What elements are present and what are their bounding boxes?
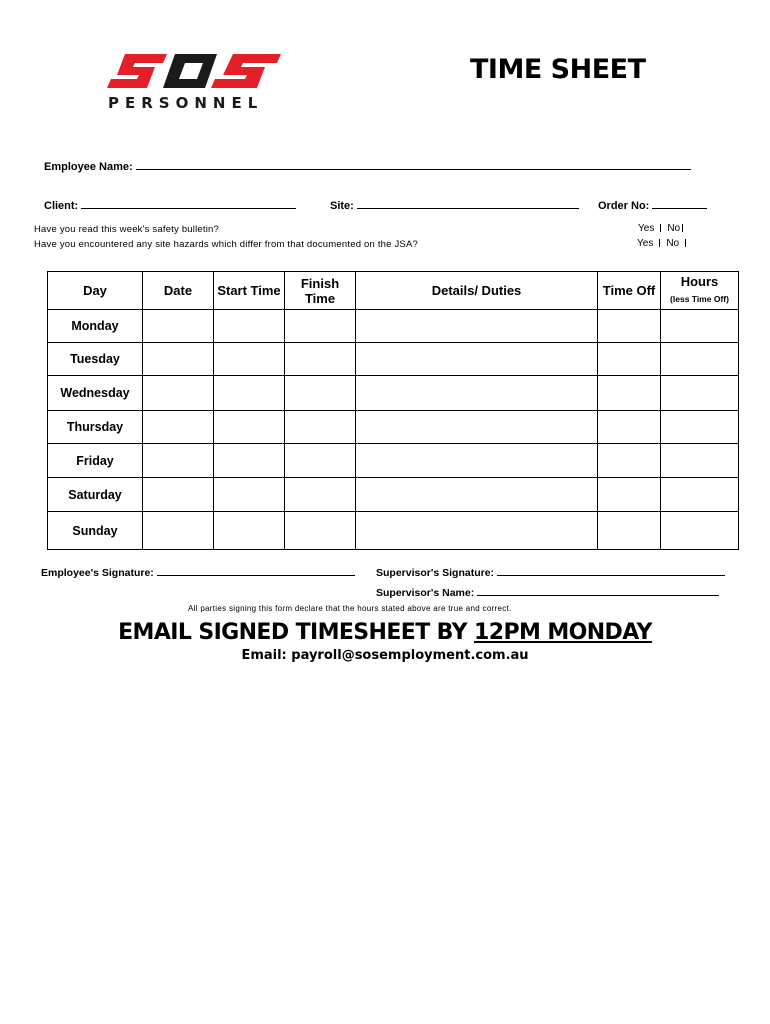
hours-cell[interactable] <box>661 310 739 343</box>
day-cell: Thursday <box>48 411 143 444</box>
date-cell[interactable] <box>143 343 214 376</box>
employee-signature-line[interactable] <box>157 565 355 576</box>
supervisor-name-field[interactable] <box>376 585 719 599</box>
question-site-hazards: Have you encountered any site hazards which differ from that documented on the JSA? <box>34 239 418 250</box>
start-time-cell[interactable] <box>214 376 285 411</box>
table-row <box>48 376 739 411</box>
hours-note: (less Time Off) <box>670 294 729 304</box>
details-cell[interactable] <box>356 343 598 376</box>
hours-cell[interactable] <box>661 444 739 478</box>
yes-checkbox[interactable] <box>659 239 660 247</box>
email-line <box>0 648 770 663</box>
hours-cell[interactable] <box>661 512 739 550</box>
time-off-cell[interactable] <box>598 444 661 478</box>
date-cell[interactable] <box>143 411 214 444</box>
client-line[interactable] <box>81 198 296 209</box>
supervisor-signature-field[interactable] <box>376 565 725 579</box>
header-date: Date <box>143 272 214 310</box>
client-label: Client: <box>44 200 79 212</box>
table-row <box>48 512 739 550</box>
table-row <box>48 411 739 444</box>
no-option[interactable]: No <box>666 238 680 249</box>
details-cell[interactable] <box>356 376 598 411</box>
table-row <box>48 478 739 512</box>
start-time-cell[interactable] <box>214 444 285 478</box>
details-cell[interactable] <box>356 512 598 550</box>
time-off-cell[interactable] <box>598 512 661 550</box>
email-deadline: 12PM MONDAY <box>474 620 652 645</box>
table-row <box>48 444 739 478</box>
header-day: Day <box>48 272 143 310</box>
details-cell[interactable] <box>356 478 598 512</box>
site-label: Site: <box>330 200 354 212</box>
hours-cell[interactable] <box>661 411 739 444</box>
supervisor-signature-label: Supervisor's Signature: <box>376 567 495 579</box>
yes-checkbox[interactable] <box>660 224 661 232</box>
table-header-row <box>48 272 739 310</box>
day-cell: Wednesday <box>48 376 143 411</box>
day-cell: Friday <box>48 444 143 478</box>
header-details: Details/ Duties <box>356 272 598 310</box>
time-off-cell[interactable] <box>598 343 661 376</box>
supervisor-name-label: Supervisor's Name: <box>376 587 475 599</box>
yes-option[interactable]: Yes <box>638 223 655 234</box>
hours-cell[interactable] <box>661 376 739 411</box>
employee-name-label: Employee Name: <box>44 161 133 173</box>
question-safety-bulletin: Have you read this week's safety bulletin? <box>34 224 220 235</box>
site-field[interactable] <box>330 198 579 212</box>
email-heading-prefix: EMAIL SIGNED TIMESHEET BY <box>118 620 475 645</box>
finish-time-cell[interactable] <box>285 376 356 411</box>
time-off-cell[interactable] <box>598 411 661 444</box>
finish-time-cell[interactable] <box>285 310 356 343</box>
email-address[interactable]: payroll@sosemployment.com.au <box>291 648 529 663</box>
start-time-cell[interactable] <box>214 478 285 512</box>
no-option[interactable]: No <box>667 223 681 234</box>
yes-option[interactable]: Yes <box>637 238 654 249</box>
sos-logo-mark <box>105 50 285 94</box>
timesheet-table <box>47 271 739 550</box>
header-time-off: Time Off <box>598 272 661 310</box>
details-cell[interactable] <box>356 411 598 444</box>
finish-time-cell[interactable] <box>285 343 356 376</box>
start-time-cell[interactable] <box>214 310 285 343</box>
finish-time-cell[interactable] <box>285 411 356 444</box>
declaration-text: All parties signing this form declare that the hours stated above are true and correct. <box>188 604 512 613</box>
no-checkbox[interactable] <box>682 224 683 232</box>
client-field[interactable] <box>44 198 296 212</box>
logo-wordmark: PERSONNEL <box>108 94 264 112</box>
no-checkbox[interactable] <box>685 239 686 247</box>
employee-name-field[interactable] <box>44 159 691 173</box>
day-cell: Monday <box>48 310 143 343</box>
hours-cell[interactable] <box>661 343 739 376</box>
finish-time-cell[interactable] <box>285 444 356 478</box>
time-off-cell[interactable] <box>598 478 661 512</box>
details-cell[interactable] <box>356 310 598 343</box>
start-time-cell[interactable] <box>214 411 285 444</box>
table-row <box>48 343 739 376</box>
hours-label: Hours <box>680 274 719 289</box>
employee-name-line[interactable] <box>136 159 691 170</box>
header-hours <box>661 272 739 310</box>
safety-bulletin-options[interactable] <box>638 223 689 234</box>
hours-cell[interactable] <box>661 478 739 512</box>
page-title: TIME SHEET <box>470 54 646 85</box>
details-cell[interactable] <box>356 444 598 478</box>
time-off-cell[interactable] <box>598 376 661 411</box>
order-no-field[interactable] <box>598 198 707 212</box>
date-cell[interactable] <box>143 478 214 512</box>
site-hazards-options[interactable] <box>637 238 692 249</box>
day-cell: Sunday <box>48 512 143 550</box>
start-time-cell[interactable] <box>214 512 285 550</box>
supervisor-name-line[interactable] <box>477 585 719 596</box>
finish-time-cell[interactable] <box>285 478 356 512</box>
header-start-time: Start Time <box>214 272 285 310</box>
sos-logo <box>105 50 285 110</box>
day-cell: Saturday <box>48 478 143 512</box>
date-cell[interactable] <box>143 310 214 343</box>
time-off-cell[interactable] <box>598 310 661 343</box>
day-cell: Tuesday <box>48 343 143 376</box>
start-time-cell[interactable] <box>214 343 285 376</box>
employee-signature-field[interactable] <box>41 565 355 579</box>
email-label: Email: <box>241 648 287 663</box>
site-line[interactable] <box>357 198 579 209</box>
finish-time-cell[interactable] <box>285 512 356 550</box>
date-cell[interactable] <box>143 444 214 478</box>
order-no-label: Order No: <box>598 200 650 212</box>
supervisor-signature-line[interactable] <box>497 565 725 576</box>
table-row <box>48 310 739 343</box>
date-cell[interactable] <box>143 376 214 411</box>
header-finish-time: Finish Time <box>285 272 356 310</box>
email-deadline-heading <box>0 620 770 645</box>
employee-signature-label: Employee's Signature: <box>41 567 154 579</box>
date-cell[interactable] <box>143 512 214 550</box>
order-no-line[interactable] <box>652 198 707 209</box>
